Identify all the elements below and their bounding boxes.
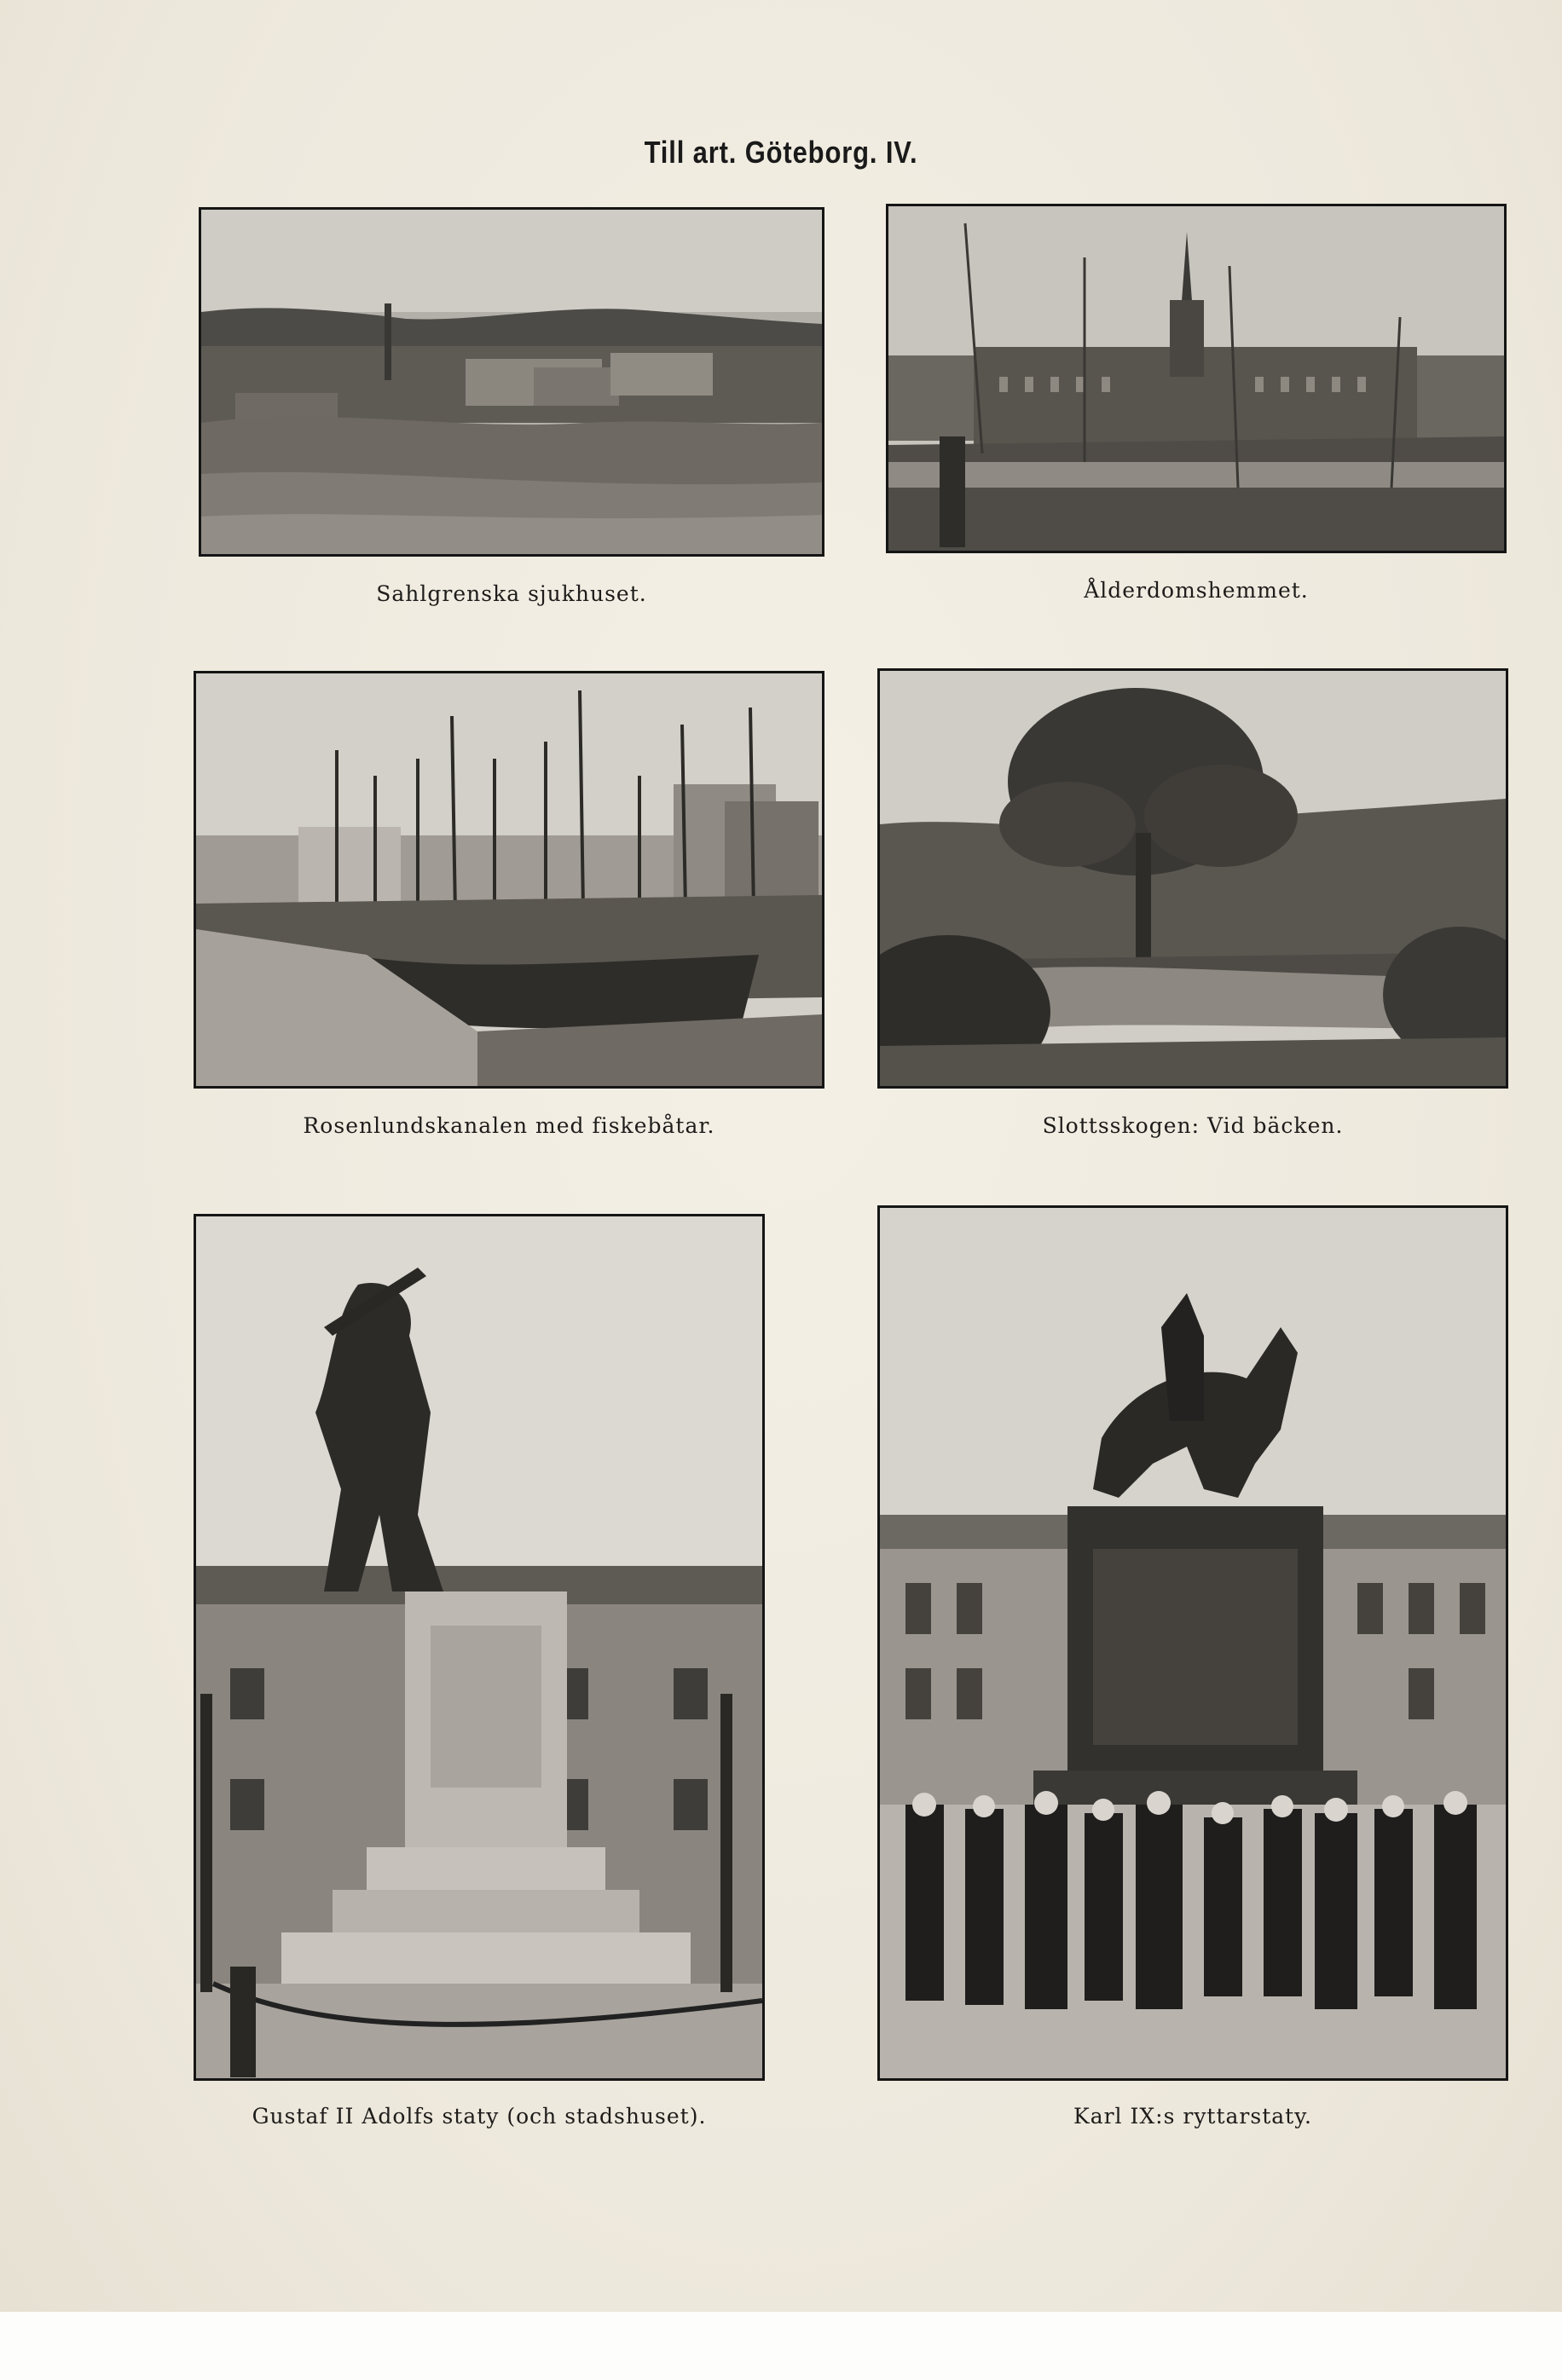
page-header: Till art. Göteborg. IV. — [644, 135, 918, 170]
photo-sahlgrenska — [199, 207, 824, 557]
caption-slottsskogen: Slottsskogen: Vid bäcken. — [1042, 1113, 1344, 1138]
page-bottom-edge — [0, 2312, 1562, 2380]
photo-rosenlundskanalen — [194, 671, 824, 1089]
caption-rosenlundskanalen: Rosenlundskanalen med fiskebåtar. — [303, 1113, 715, 1138]
caption-alderdomshemmet: Ålderdomshemmet. — [1084, 578, 1309, 603]
photo-gustaf-ii-adolfs-staty — [194, 1214, 765, 2081]
caption-karl-ix-ryttarstaty: Karl IX:s ryttarstaty. — [1073, 2104, 1312, 2129]
caption-gustaf-ii-adolfs-staty: Gustaf II Adolfs staty (och stadshuset). — [252, 2104, 707, 2129]
caption-sahlgrenska: Sahlgrenska sjukhuset. — [376, 581, 647, 606]
photo-slottsskogen — [877, 668, 1508, 1089]
photo-alderdomshemmet — [886, 204, 1507, 553]
photo-karl-ix-ryttarstaty — [877, 1205, 1508, 2081]
